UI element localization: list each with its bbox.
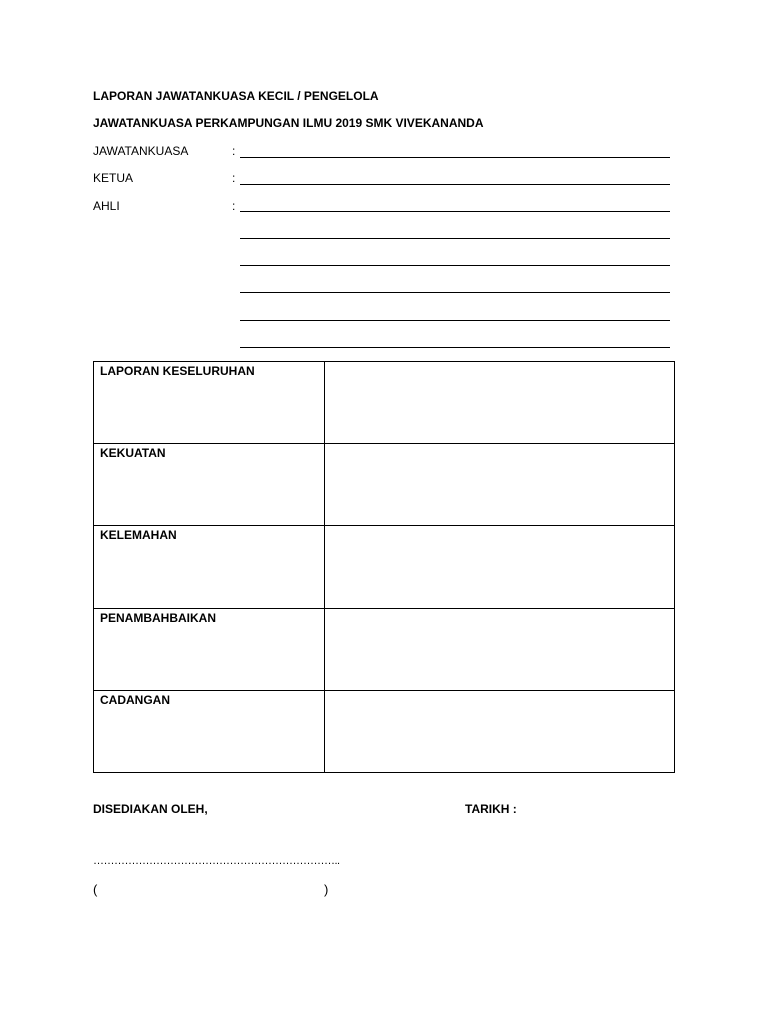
members-label: AHLI: [93, 199, 120, 213]
prepared-by-label: DISEDIAKAN OLEH,: [93, 802, 208, 816]
signature-line[interactable]: ……………………………………………………………..: [93, 855, 340, 867]
table-row: [94, 526, 675, 608]
members-colon: :: [232, 199, 236, 213]
chair-colon: :: [232, 171, 236, 185]
member-fill-line-3[interactable]: [240, 265, 670, 266]
row-label-improvements: PENAMBAHBAIKAN: [94, 608, 325, 690]
member-fill-line-1[interactable]: [240, 211, 670, 212]
row-label-overall-report: LAPORAN KESELURUHAN: [94, 362, 325, 444]
table-row: [94, 608, 675, 690]
form-title: LAPORAN JAWATANKUASA KECIL / PENGELOLA: [93, 89, 379, 103]
member-fill-line-4[interactable]: [240, 292, 670, 293]
form-subtitle: JAWATANKUASA PERKAMPUNGAN ILMU 2019 SMK VIVEKANANDA: [93, 116, 484, 130]
committee-fill-line[interactable]: [240, 157, 670, 158]
committee-colon: :: [232, 144, 236, 158]
chair-label: KETUA: [93, 171, 134, 185]
name-open-paren: (: [93, 882, 98, 897]
improvements-cell[interactable]: [325, 608, 675, 690]
suggestions-cell[interactable]: [325, 690, 675, 772]
table-row: [94, 362, 675, 444]
member-fill-line-6[interactable]: [240, 347, 670, 348]
overall-report-cell[interactable]: [325, 362, 675, 444]
weaknesses-cell[interactable]: [325, 526, 675, 608]
strengths-cell[interactable]: [325, 444, 675, 526]
committee-label: JAWATANKUASA: [93, 144, 189, 158]
date-label: TARIKH :: [465, 802, 517, 816]
row-label-suggestions: CADANGAN: [94, 690, 325, 772]
report-table: [93, 361, 675, 773]
table-row: [94, 690, 675, 772]
member-fill-line-5[interactable]: [240, 320, 670, 321]
row-label-strengths: KEKUATAN: [94, 444, 325, 526]
chair-fill-line[interactable]: [240, 184, 670, 185]
row-label-weaknesses: KELEMAHAN: [94, 526, 325, 608]
table-row: [94, 444, 675, 526]
name-close-paren: ): [324, 882, 329, 897]
member-fill-line-2[interactable]: [240, 238, 670, 239]
